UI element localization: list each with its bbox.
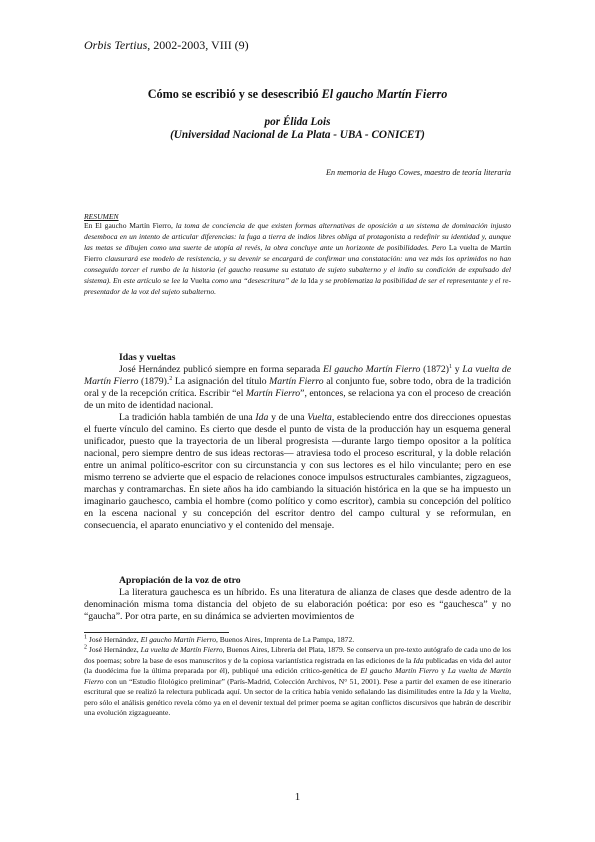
section-body-idas <box>84 364 511 532</box>
author-line: por Élida Lois <box>264 116 331 128</box>
footnote-1: $^1$ José Hernández, El gaucho Martín Fierro, Buenos Aires, Imprenta de La Pampa, 1872. <box>84 634 355 644</box>
paragraph: José Hernández publicó siempre en forma separada El gaucho Martín Fierro $(1872)^1$ y La vuelta de Martín Fierro (1879).$^2$ La asignación del título Martín Fierro al conjunto fue, sobre todo, obra de la tradición oral y de la recepción crítica. Escribir “el Martín Fierro”, entonces, se relaciona ya con el proceso de creación de un mito de identidad nacional. <box>84 363 512 412</box>
dedication: En memoria de Hugo Cowes, maestro de teoría literaria <box>325 168 511 177</box>
journal-header <box>84 38 249 53</box>
abstract-text: En El gaucho Martín Fierro, la toma de conciencia de que existen formas alternativas de oposición a un sistema de dominación injusto desemboca en un intento de articular diferencias: la fuga a tierra de indios libres obliga al protagonista a redefinir su identidad y, aunque las metas se dibujen como una suerte de utopía al revés, la obra concluye ante un horizonte de posibilidades. Pero La vuelta de Martín Fierro clausurará ese modelo de resistencia, y su devenir se encargará de confirmar una constatación: una vez más los oprimidos no han conseguido torcer el rumbo de la historia (el gaucho reasume su estatuto de sujeto subalterno y el indio su condición de expulsado del sistema). En este artículo se lee la Vuelta como una “desescritura” de la Ida y se problematiza la posibilidad de ser el representante y el re-presentador de la voz del sujeto subalterno. <box>84 221 512 297</box>
section-body-apropiacion <box>84 587 511 623</box>
paragraph: La tradición habla también de una Ida y de una Vuelta, estableciendo entre dos direcciones opuestas el fuerte vínculo del camino. Es cierto que desde el punto de vista de la producción hay un esquema general unificador, puesto que la trayectoria de un liberal progresista —durante largo tiempo opositor a la política nacional, pero siempre dentro de sus ideas rectoras— atraviesa todo el proceso escritural, y la doble relación entre un animal político-escritor con su circunstancia y con sus lectores es el hilo vinculante; pero en ese mismo terreno se advierte que el espacio de relaciones conoce impulsos estructurales cambiantes, zigzagueos, marchas y contramarchas. En siete años ha ido cambiando la situación histórica en la que se ha impuesto un imaginario gauchesco, cambia el hombre (como político y como escritor), cambia su concepción del político en la escena nacional y su concepción del escritor dentro del campo cultural y se reformulan, en consecuencia, el aparato enunciativo y el contenido del mensaje. <box>84 412 511 532</box>
footnote-divider <box>84 632 229 633</box>
footnotes <box>84 635 511 719</box>
title-main: Cómo se escribió y se desescribió <box>147 87 322 101</box>
section-heading-apropiacion: Apropiación de la voz de otro <box>119 575 241 586</box>
title-book: El gaucho Martín Fierro <box>321 87 448 101</box>
affiliation-line: (Universidad Nacional de La Plata - UBA - CONICET) <box>170 129 425 141</box>
footnote-2: $^2$ José Hernández, La vuelta de Martín Fierro, Buenos Aires, Librería del Plata, 1879. Se conserva un pre-texto autógrafo de cada uno de los dos poemas; sobre la base de esos manuscritos y de la copiosa variantística registrada en las ediciones de la Ida publicadas en vida del autor (la duodécima fue la última preparada por él), publiqué una edición crítico-genética de El gaucho Martín Fierro y La vuelta de Martín Fierro con un “Estudio filológico preliminar” (París-Madrid, Colección Archivos, N° 51, 2001). Pese a partir del examen de ese itinerario escritural que se realizó la relectura publicada aquí. Un sector de la crítica había venido señalando las disimilitudes entre la Ida y la Vuelta, pero sólo el análisis genético revela cómo ya en el devenir textual del primer poema se agitan conflictos discursivos que habrán de describir una evolución zigzagueante. <box>84 644 512 718</box>
footnote-ref: 1 <box>448 363 452 370</box>
paragraph: La literatura gauchesca es un híbrido. Es una literatura de alianza de clases que desde adentro de la denominación misma toma distancia del objeto de su elaboración poética: por eso es “gauchesca” y no “gaucha”. Por otra parte, en su dinámica se advierten movimientos de <box>84 587 511 623</box>
footnote-ref: 2 <box>169 375 173 382</box>
section-heading-idas: Idas y vueltas <box>119 352 176 363</box>
article-title <box>0 87 595 102</box>
abstract-label: RESUMEN <box>84 212 119 221</box>
page-number: 1 <box>294 791 301 803</box>
journal-name: Orbis Tertius <box>84 38 148 52</box>
journal-issue: , 2002-2003, VIII (9) <box>147 38 249 52</box>
